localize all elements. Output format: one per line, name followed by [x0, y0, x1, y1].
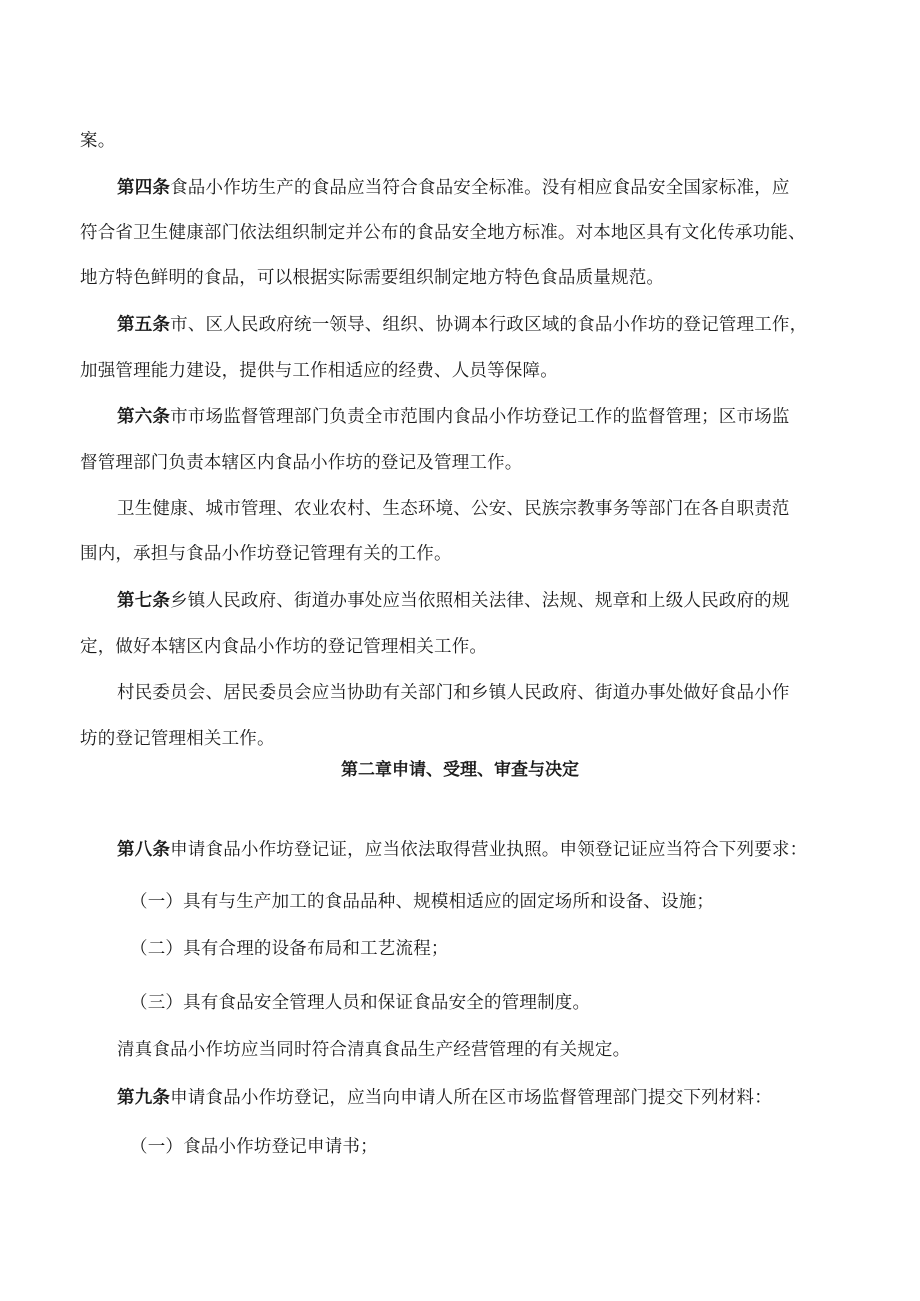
article-8-item-1	[0, 890, 920, 914]
article-text: 围内，承担与食品小作坊登记管理有关的工作。	[80, 544, 452, 564]
article-text: 地方特色鲜明的食品，可以根据实际需要组织制定地方特色食品质量规范。	[80, 268, 665, 288]
article-text: 申请食品小作坊登记，应当向申请人所在区市场监督管理部门提交下列材料：	[170, 1088, 772, 1108]
article-text: 加强管理能力建设，提供与工作相适应的经费、人员等保障。	[80, 361, 558, 381]
article-8-item-3	[0, 991, 920, 1015]
article-label: 第六条	[117, 407, 171, 427]
article-text: 村民委员会、居民委员会应当协助有关部门和乡镇人民政府、街道办事处做好食品小作	[117, 683, 790, 703]
article-text: 督管理部门负责本辖区内食品小作坊的登记及管理工作。	[80, 453, 523, 473]
article-9-item-1	[0, 1135, 920, 1159]
article-label: 第五条	[117, 315, 171, 335]
article-8-item-2	[0, 937, 920, 961]
article-4-line-2	[0, 221, 920, 245]
article-6-line-1	[0, 405, 920, 429]
article-8-line-1	[0, 838, 920, 862]
article-label: 第八条	[117, 840, 171, 860]
article-text: 申请食品小作坊登记证，应当依法取得营业执照。申领登记证应当符合下列要求：	[170, 840, 808, 860]
article-text: 坊的登记管理相关工作。	[80, 729, 275, 749]
article-6-paragraph-2-line-2	[0, 542, 920, 566]
article-8-note	[0, 1038, 920, 1062]
article-6-paragraph-2-line-1	[0, 497, 920, 521]
article-5-line-2	[0, 359, 920, 383]
article-5-line-1	[0, 313, 920, 337]
article-4-line-1	[0, 176, 920, 200]
article-label: 第四条	[117, 178, 171, 198]
chapter-heading: 第二章申请、受理、审查与决定	[341, 760, 579, 780]
list-item: （一）食品小作坊登记申请书；	[130, 1137, 378, 1157]
list-item: （一）具有与生产加工的食品品种、规模相适应的固定场所和设备、设施；	[130, 892, 715, 912]
article-text: 清真食品小作坊应当同时符合清真食品生产经营管理的有关规定。	[117, 1040, 631, 1060]
paragraph-continuation	[0, 129, 920, 153]
article-text: 市、区人民政府统一领导、组织、协调本行政区域的食品小作坊的登记管理工作，	[170, 315, 808, 335]
paragraph-text: 案。	[80, 131, 116, 151]
article-text: 食品小作坊生产的食品应当符合食品安全标准。没有相应食品安全国家标准，应	[170, 178, 790, 198]
article-text: 乡镇人民政府、街道办事处应当依照相关法律、法规、规章和上级人民政府的规	[170, 591, 790, 611]
list-item: （二）具有合理的设备布局和工艺流程；	[130, 939, 449, 959]
article-text: 卫生健康、城市管理、农业农村、生态环境、公安、民族宗教事务等部门在各自职责范	[117, 499, 790, 519]
article-text: 定，做好本辖区内食品小作坊的登记管理相关工作。	[80, 637, 488, 657]
list-item: （三）具有食品安全管理人员和保证食品安全的管理制度。	[130, 993, 591, 1013]
article-label: 第九条	[117, 1088, 171, 1108]
article-7-line-1	[0, 589, 920, 613]
article-9-line-1	[0, 1086, 920, 1110]
article-text: 符合省卫生健康部门依法组织制定并公布的食品安全地方标准。对本地区具有文化传承功能、	[80, 223, 806, 243]
article-6-line-2	[0, 451, 920, 475]
article-7-line-2	[0, 635, 920, 659]
article-text: 市市场监督管理部门负责全市范围内食品小作坊登记工作的监督管理；区市场监	[170, 407, 790, 427]
article-7-paragraph-2-line-2	[0, 727, 920, 751]
article-7-paragraph-2-line-1	[0, 681, 920, 705]
article-4-line-3	[0, 266, 920, 290]
article-label: 第七条	[117, 591, 171, 611]
